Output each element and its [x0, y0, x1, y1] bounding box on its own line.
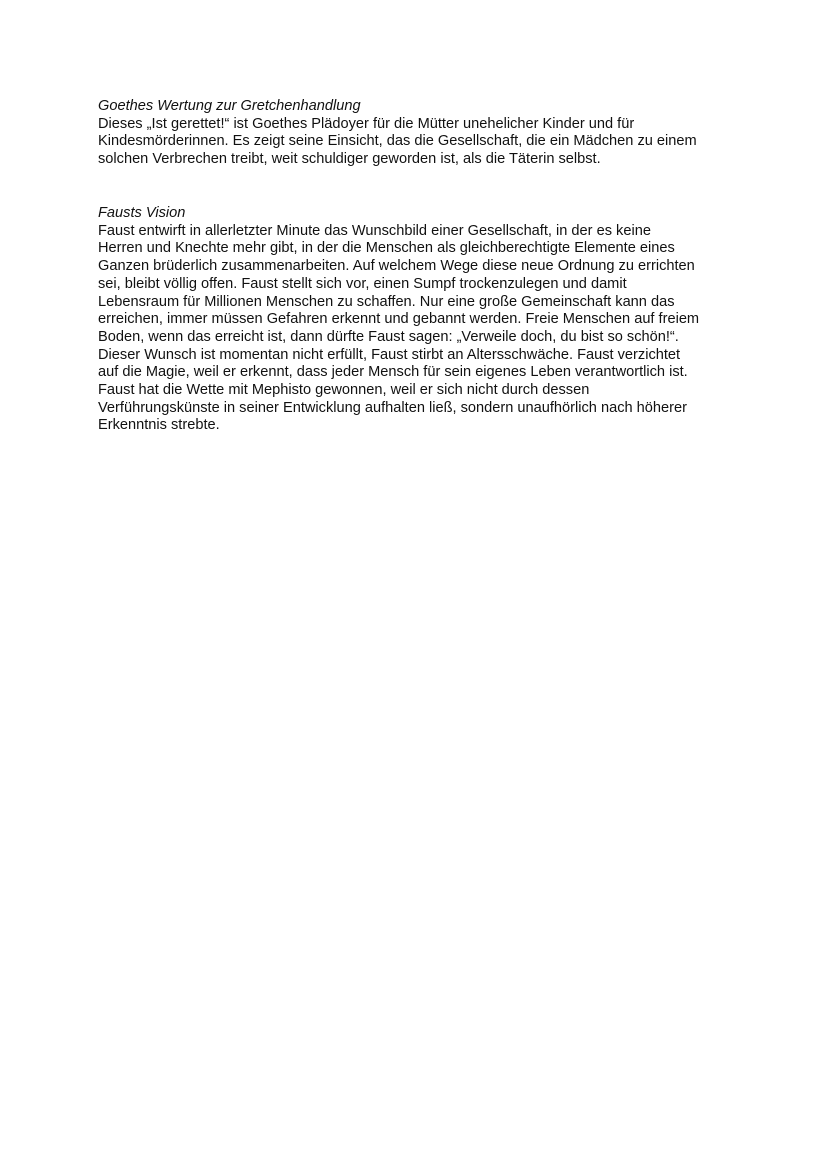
- paragraph-line: sei, bleibt völlig offen. Faust stellt sich vor, einen Sumpf trockenzulegen und damit: [98, 275, 627, 292]
- paragraph-line: solchen Verbrechen treibt, weit schuldiger geworden ist, als die Täterin selbst.: [98, 151, 601, 168]
- section-fausts-vision: [98, 205, 699, 435]
- paragraph-line: Erkenntnis strebte.: [98, 417, 220, 434]
- paragraph-line: Boden, wenn das erreicht ist, dann dürfte Faust sagen: „Verweile doch, du bist so schön!“.: [98, 328, 679, 345]
- paragraph-line: Herren und Knechte mehr gibt, in der die Menschen als gleichberechtigte Elemente eines: [98, 240, 675, 257]
- paragraph-line: erreichen, immer müssen Gefahren erkennt und gebannt werden. Freie Menschen auf freiem: [98, 311, 700, 328]
- section-heading: Goethes Wertung zur Gretchenhandlung: [98, 98, 361, 114]
- paragraph-line: Faust hat die Wette mit Mephisto gewonnen, weil er sich nicht durch dessen: [98, 382, 590, 399]
- section-heading: Fausts Vision: [98, 205, 186, 221]
- paragraph-line: auf die Magie, weil er erkennt, dass jeder Mensch für sein eigenes Leben verantwortlich ist.: [98, 364, 688, 381]
- section-gretchen-evaluation: [98, 98, 697, 169]
- paragraph-line: Dieses „Ist gerettet!“ ist Goethes Plädoyer für die Mütter unehelicher Kinder und für: [98, 115, 635, 132]
- paragraph-line: Dieser Wunsch ist momentan nicht erfüllt, Faust stirbt an Altersschwäche. Faust verzichtet: [98, 346, 681, 363]
- paragraph-line: Ganzen brüderlich zusammenarbeiten. Auf welchem Wege diese neue Ordnung zu errichten: [98, 258, 695, 275]
- paragraph-line: Kindesmörderinnen. Es zeigt seine Einsicht, das die Gesellschaft, die ein Mädchen zu einem: [98, 133, 697, 150]
- paragraph-line: Lebensraum für Millionen Menschen zu schaffen. Nur eine große Gemeinschaft kann das: [98, 293, 675, 310]
- paragraph-line: Verführungskünste in seiner Entwicklung aufhalten ließ, sondern unaufhörlich nach höherer: [98, 399, 687, 416]
- paragraph-line: Faust entwirft in allerletzter Minute das Wunschbild einer Gesellschaft, in der es keine: [98, 222, 651, 239]
